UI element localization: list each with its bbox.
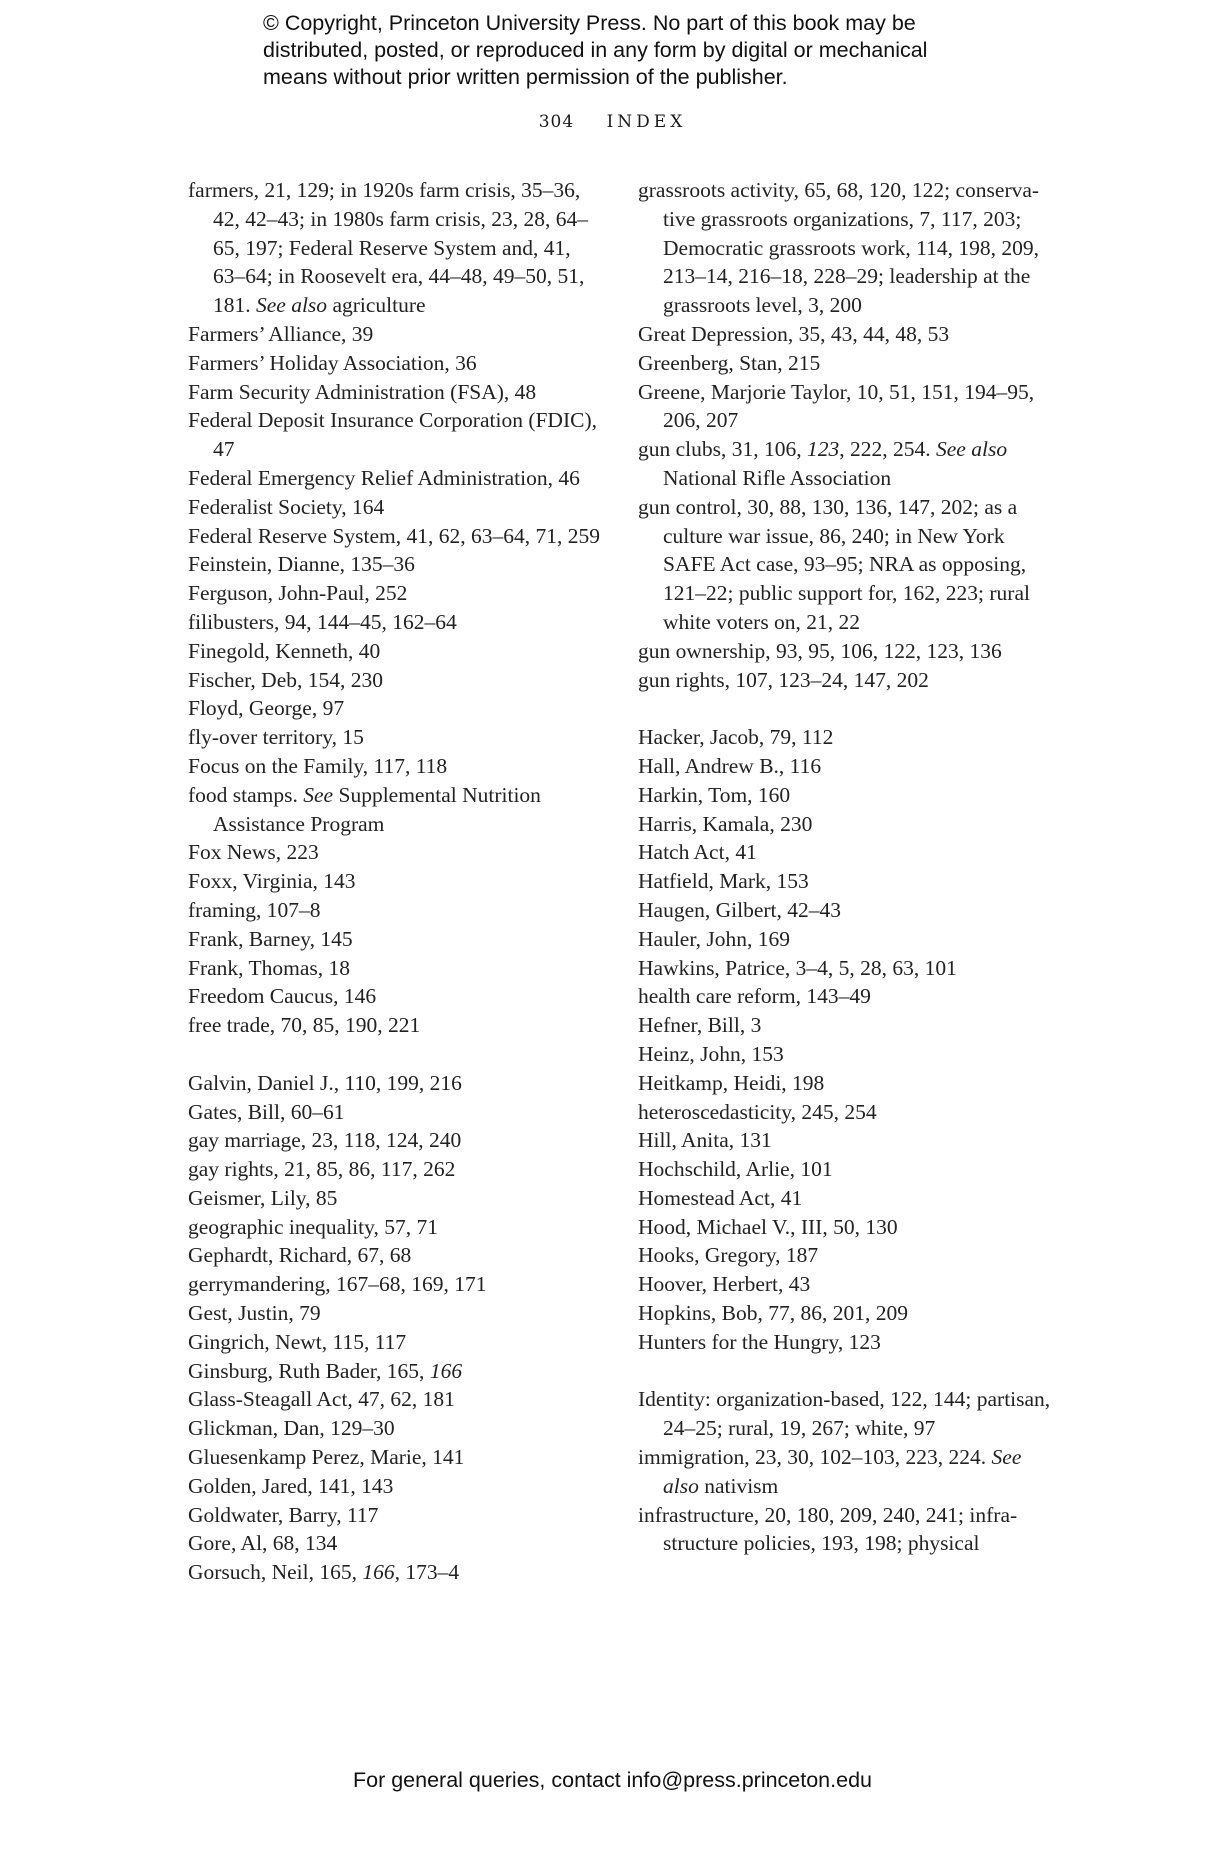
copyright-line: means without prior written permission of the publisher. — [263, 65, 788, 89]
index-entry: Hatfield, Mark, 153 — [638, 869, 809, 894]
index-entry: Glickman, Dan, 129–30 — [188, 1416, 395, 1441]
index-entry: Foxx, Virginia, 143 — [188, 869, 356, 894]
index-entry: filibusters, 94, 144–45, 162–64 — [188, 609, 457, 634]
index-entry: Hauler, John, 169 — [638, 926, 791, 951]
index-entry: Fischer, Deb, 154, 230 — [188, 667, 384, 692]
index-entry: Farmers’ Holiday Association, 36 — [188, 350, 477, 375]
index-entry: gun ownership, 93, 95, 106, 122, 123, 136 — [638, 638, 1002, 663]
index-entry: Hood, Michael V., III, 50, 130 — [638, 1214, 898, 1239]
index-entry: Gest, Justin, 79 — [188, 1301, 321, 1326]
index-entry: Haugen, Gilbert, 42–43 — [638, 897, 842, 922]
index-entry: Glass-Steagall Act, 47, 62, 181 — [188, 1387, 455, 1412]
index-entry: Identity: organization-based, 122, 144; partisan, 24–25; rural, 19, 267; white, 97 — [638, 1387, 1051, 1441]
index-entry: Farm Security Administration (FSA), 48 — [188, 379, 537, 404]
index-entry: Frank, Barney, 145 — [188, 926, 353, 951]
index-entry: Hacker, Jacob, 79, 112 — [638, 725, 834, 750]
copyright-line: distributed, posted, or reproduced in any form by digital or mechanical — [263, 38, 928, 62]
index-entry: Gluesenkamp Perez, Marie, 141 — [188, 1445, 465, 1470]
index-entry: Hefner, Bill, 3 — [638, 1013, 762, 1038]
index-entry: framing, 107–8 — [188, 897, 321, 922]
index-entry: Golden, Jared, 141, 143 — [188, 1473, 394, 1498]
index-entry: gun control, 30, 88, 130, 136, 147, 202; as a culture war issue, 86, 240; in New York SAFE Act case, 93–95; NRA as opposing, 121–22; public support for, 162, 223; rural white voters on, 21, 22 — [638, 494, 1030, 634]
index-entry: Frank, Thomas, 18 — [188, 955, 351, 980]
index-entry: Hatch Act, 41 — [638, 840, 757, 865]
index-entry: Geismer, Lily, 85 — [188, 1185, 338, 1210]
index-entry: Ginsburg, Ruth Bader, 165, 166 — [188, 1358, 463, 1383]
index-entry: Gore, Al, 68, 134 — [188, 1531, 338, 1556]
index-entry: Floyd, George, 97 — [188, 696, 345, 721]
index-entry: Hopkins, Bob, 77, 86, 201, 209 — [638, 1301, 908, 1326]
index-entry: Federal Emergency Relief Administration, 46 — [188, 465, 580, 490]
index-entry: Greenberg, Stan, 215 — [638, 350, 821, 375]
index-entry: Great Depression, 35, 43, 44, 48, 53 — [638, 321, 950, 346]
section-gap — [188, 1040, 608, 1069]
index-entry: infrastructure, 20, 180, 209, 240, 241; infra-structure policies, 193, 198; physical — [638, 1502, 1018, 1556]
index-entry: farmers, 21, 129; in 1920s farm crisis, 35–36, 42, 42–43; in 1980s farm crisis, 23, 28, 64–65, 197; Federal Reserve System and, 41, 63–64; in Roosevelt era, 44–48, 49–50, 51, 181. See also agriculture — [188, 178, 589, 318]
index-entry: Focus on the Family, 117, 118 — [188, 753, 448, 778]
index-entry: Galvin, Daniel J., 110, 199, 216 — [188, 1070, 462, 1095]
index-entry: Hochschild, Arlie, 101 — [638, 1157, 833, 1182]
index-entry: gerrymandering, 167–68, 169, 171 — [188, 1272, 487, 1297]
index-entry: Hunters for the Hungry, 123 — [638, 1329, 881, 1354]
index-entry: Homestead Act, 41 — [638, 1185, 803, 1210]
index-entry: gay rights, 21, 85, 86, 117, 262 — [188, 1157, 456, 1182]
index-entry: Gates, Bill, 60–61 — [188, 1099, 345, 1124]
index-entry: food stamps. See Supplemental Nutrition Assistance Program — [188, 782, 541, 836]
index-entry: Harris, Kamala, 230 — [638, 811, 813, 836]
index-entry: grassroots activity, 65, 68, 120, 122; conserva-tive grassroots organizations, 7, 117, 203; Democratic grassroots work, 114, 198, 209, 213–14, 216–18, 228–29; leadership at the grassroots level, 3, 200 — [638, 178, 1040, 318]
index-entry: Hooks, Gregory, 187 — [638, 1243, 819, 1268]
index-entry: Gingrich, Newt, 115, 117 — [188, 1329, 407, 1354]
page-number: 304 — [538, 112, 575, 132]
index-entry: Gorsuch, Neil, 165, 166, 173–4 — [188, 1560, 460, 1585]
index-entry: Fox News, 223 — [188, 840, 319, 865]
copyright-line: © Copyright, Princeton University Press. No part of this book may be — [263, 11, 916, 35]
index-entry: Hoover, Herbert, 43 — [638, 1272, 811, 1297]
index-entry: Federal Reserve System, 41, 62, 63–64, 71, 259 — [188, 523, 601, 548]
section-gap — [638, 694, 1058, 723]
index-entry: Freedom Caucus, 146 — [188, 984, 377, 1009]
index-entry: Federal Deposit Insurance Corporation (FDIC), 47 — [188, 408, 597, 462]
section-gap — [638, 1357, 1058, 1386]
index-entry: fly-over territory, 15 — [188, 725, 364, 750]
index-entry: gun clubs, 31, 106, 123, 222, 254. See also National Rifle Association — [638, 437, 1008, 490]
index-entry: Harkin, Tom, 160 — [638, 782, 791, 807]
index-column-right — [638, 176, 1058, 1558]
index-entry: Finegold, Kenneth, 40 — [188, 638, 381, 663]
index-entry: Gephardt, Richard, 67, 68 — [188, 1243, 412, 1268]
copyright-notice — [263, 10, 1023, 91]
index-entry: geographic inequality, 57, 71 — [188, 1214, 438, 1239]
index-entry: Heinz, John, 153 — [638, 1041, 784, 1066]
index-entry: Goldwater, Barry, 117 — [188, 1502, 379, 1527]
index-entry: Hall, Andrew B., 116 — [638, 753, 822, 778]
index-entry: Heitkamp, Heidi, 198 — [638, 1070, 825, 1095]
index-entry: heteroscedasticity, 245, 254 — [638, 1099, 877, 1124]
index-entry: immigration, 23, 30, 102–103, 223, 224. See also nativism — [638, 1445, 1022, 1498]
index-entry: Hill, Anita, 131 — [638, 1128, 772, 1153]
index-entry: Farmers’ Alliance, 39 — [188, 321, 374, 346]
index-entry: Ferguson, John-Paul, 252 — [188, 581, 408, 606]
index-entry: health care reform, 143–49 — [638, 984, 871, 1009]
index-column-left — [188, 176, 608, 1587]
index-entry: gay marriage, 23, 118, 124, 240 — [188, 1128, 462, 1153]
index-entry: gun rights, 107, 123–24, 147, 202 — [638, 667, 929, 692]
index-entry: Greene, Marjorie Taylor, 10, 51, 151, 194–95, 206, 207 — [638, 379, 1035, 433]
running-head — [0, 112, 1225, 132]
index-entry: Hawkins, Patrice, 3–4, 5, 28, 63, 101 — [638, 955, 957, 980]
index-entry: Federalist Society, 164 — [188, 494, 385, 519]
footer-contact: For general queries, contact info@press.princeton.edu — [352, 1768, 872, 1792]
index-entry: free trade, 70, 85, 190, 221 — [188, 1013, 421, 1038]
running-head-title: INDEX — [606, 112, 687, 132]
index-entry: Feinstein, Dianne, 135–36 — [188, 552, 415, 577]
